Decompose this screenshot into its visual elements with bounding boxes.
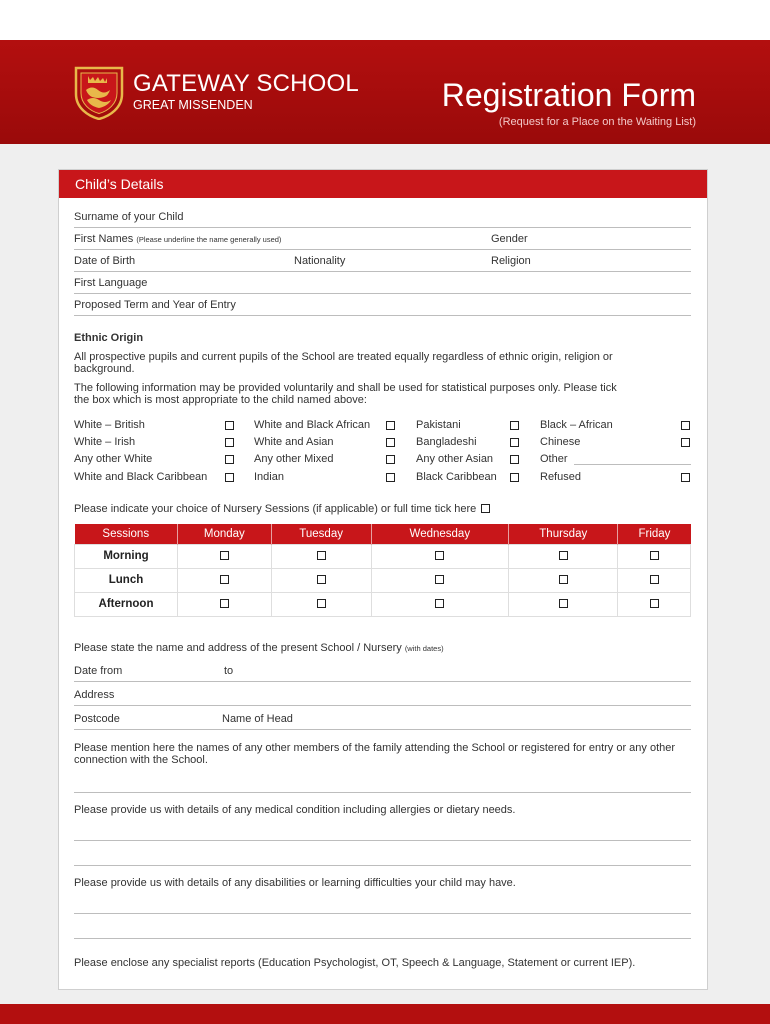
- dob-field[interactable]: [74, 250, 691, 272]
- gender-label: Gender: [491, 233, 528, 245]
- ethnic-checkbox[interactable]: [225, 421, 234, 430]
- ethnic-option-label: White and Asian: [254, 436, 334, 448]
- ethnic-option-label: Other: [540, 453, 568, 465]
- nursery-prompt: Please indicate your choice of Nursery Sessions (if applicable) or full time tick here: [74, 502, 488, 516]
- session-name: Afternoon: [75, 592, 178, 616]
- ethnic-checkbox[interactable]: [225, 455, 234, 464]
- first-language-label: First Language: [74, 277, 148, 289]
- session-checkbox[interactable]: [435, 599, 444, 608]
- ethnic-checkbox[interactable]: [681, 438, 690, 447]
- proposed-entry-field[interactable]: [74, 294, 691, 316]
- postcode-field[interactable]: [74, 708, 691, 730]
- page-header: [0, 40, 770, 144]
- full-time-checkbox[interactable]: [481, 504, 490, 513]
- ethnic-option-label: White – British: [74, 419, 145, 431]
- ethnic-option-label: Pakistani: [416, 419, 461, 431]
- ethnic-option-label: Any other White: [74, 453, 153, 465]
- ethnic-checkbox[interactable]: [510, 473, 519, 482]
- ethnic-checkbox[interactable]: [386, 421, 395, 430]
- first-names-note: (Please underline the name generally used): [136, 235, 282, 244]
- table-row: [75, 592, 691, 616]
- session-checkbox[interactable]: [435, 575, 444, 584]
- childs-details-card: [58, 169, 708, 990]
- first-language-field[interactable]: [74, 272, 691, 294]
- ethnic-checkbox[interactable]: [510, 421, 519, 430]
- ethnic-checkbox[interactable]: [225, 438, 234, 447]
- ethnic-checkbox[interactable]: [225, 473, 234, 482]
- ethnic-option-label: Any other Asian: [416, 453, 494, 465]
- session-name: Lunch: [75, 568, 178, 592]
- ethnic-option-label: White and Black Caribbean: [74, 471, 208, 483]
- session-checkbox[interactable]: [650, 575, 659, 584]
- surname-field[interactable]: [74, 206, 691, 228]
- school-prompt: Please state the name and address of the present School / Nursery (with dates): [74, 642, 444, 654]
- medical-answer-line[interactable]: [74, 840, 691, 841]
- first-names-label: First Names (Please underline the name generally used): [74, 233, 282, 245]
- session-checkbox[interactable]: [317, 599, 326, 608]
- footer-bar: [0, 1004, 770, 1024]
- family-question: Please mention here the names of any other members of the family attending the School or registered for entry or any other connection with the School.: [74, 742, 676, 766]
- session-checkbox[interactable]: [435, 551, 444, 560]
- table-header-row: [75, 524, 691, 544]
- postcode-label: Postcode: [74, 713, 120, 725]
- disabilities-answer-line[interactable]: [74, 913, 691, 914]
- session-checkbox[interactable]: [220, 599, 229, 608]
- other-ethnicity-field[interactable]: [574, 464, 691, 465]
- date-from-field[interactable]: [74, 660, 691, 682]
- disabilities-answer-line[interactable]: [74, 938, 691, 939]
- ethnic-checkbox[interactable]: [386, 438, 395, 447]
- session-checkbox[interactable]: [559, 551, 568, 560]
- ethnic-option-label: White and Black African: [254, 419, 371, 431]
- nationality-label: Nationality: [294, 255, 346, 267]
- ethnic-option-label: Refused: [540, 471, 581, 483]
- dob-label: Date of Birth: [74, 255, 136, 267]
- nursery-sessions-table: [74, 524, 691, 617]
- school-prompt-note: (with dates): [404, 644, 444, 653]
- name-of-head-label: Name of Head: [222, 713, 293, 725]
- table-header: Monday: [178, 524, 272, 544]
- ethnic-paragraph-2: The following information may be provided voluntarily and shall be used for statistical purposes only. Please tick the box which is most appropriate to the child named above:: [74, 382, 617, 406]
- session-checkbox[interactable]: [220, 551, 229, 560]
- table-header: Thursday: [509, 524, 618, 544]
- top-margin: [0, 0, 770, 40]
- form-title: Registration Form: [441, 77, 696, 113]
- school-location: GREAT MISSENDEN: [133, 98, 253, 112]
- table-row: [75, 544, 691, 568]
- ethnic-option-label: White – Irish: [74, 436, 136, 448]
- section-title: Child’s Details: [59, 170, 707, 198]
- table-header: Sessions: [75, 524, 178, 544]
- ethnic-option-label: Black Caribbean: [416, 471, 497, 483]
- session-checkbox[interactable]: [559, 599, 568, 608]
- ethnic-origin-title: Ethnic Origin: [74, 332, 144, 344]
- ethnic-checkbox[interactable]: [510, 455, 519, 464]
- session-checkbox[interactable]: [650, 551, 659, 560]
- ethnic-option-label: Chinese: [540, 436, 581, 448]
- session-checkbox[interactable]: [317, 551, 326, 560]
- ethnic-option-label: Indian: [254, 471, 284, 483]
- table-row: [75, 568, 691, 592]
- ethnic-option-label: Black – African: [540, 419, 613, 431]
- ethnic-paragraph-1: All prospective pupils and current pupils of the School are treated equally regardless of ethnic origin, religion or background.: [74, 351, 613, 375]
- ethnic-option-label: Bangladeshi: [416, 436, 477, 448]
- medical-question: Please provide us with details of any medical condition including allergies or dietary needs.: [74, 804, 516, 816]
- session-checkbox[interactable]: [317, 575, 326, 584]
- date-from-label: Date from: [74, 665, 123, 677]
- table-header: Friday: [618, 524, 691, 544]
- table-header: Tuesday: [271, 524, 371, 544]
- address-field[interactable]: [74, 684, 691, 706]
- ethnic-checkbox[interactable]: [681, 421, 690, 430]
- session-checkbox[interactable]: [650, 599, 659, 608]
- session-checkbox[interactable]: [559, 575, 568, 584]
- ethnic-checkbox[interactable]: [510, 438, 519, 447]
- table-header: Wednesday: [371, 524, 509, 544]
- family-answer-line[interactable]: [74, 792, 691, 793]
- address-label: Address: [74, 689, 115, 701]
- religion-label: Religion: [491, 255, 531, 267]
- proposed-entry-label: Proposed Term and Year of Entry: [74, 299, 236, 311]
- date-to-label: to: [224, 665, 234, 677]
- session-checkbox[interactable]: [220, 575, 229, 584]
- reports-note: Please enclose any specialist reports (Education Psychologist, OT, Speech & Language, Statement or current IEP).: [74, 957, 636, 969]
- first-names-field[interactable]: [74, 228, 691, 250]
- medical-answer-line[interactable]: [74, 865, 691, 866]
- ethnic-checkbox[interactable]: [386, 473, 395, 482]
- school-crest-icon: [72, 64, 126, 120]
- school-name: GATEWAY SCHOOL: [133, 70, 359, 97]
- ethnic-option-label: Any other Mixed: [254, 453, 334, 465]
- form-subtitle: (Request for a Place on the Waiting List): [498, 116, 696, 128]
- disabilities-question: Please provide us with details of any disabilities or learning difficulties your child may have.: [74, 877, 516, 889]
- surname-label: Surname of your Child: [74, 211, 184, 223]
- ethnic-checkbox[interactable]: [681, 473, 690, 482]
- session-name: Morning: [75, 544, 178, 568]
- ethnic-checkbox[interactable]: [386, 455, 395, 464]
